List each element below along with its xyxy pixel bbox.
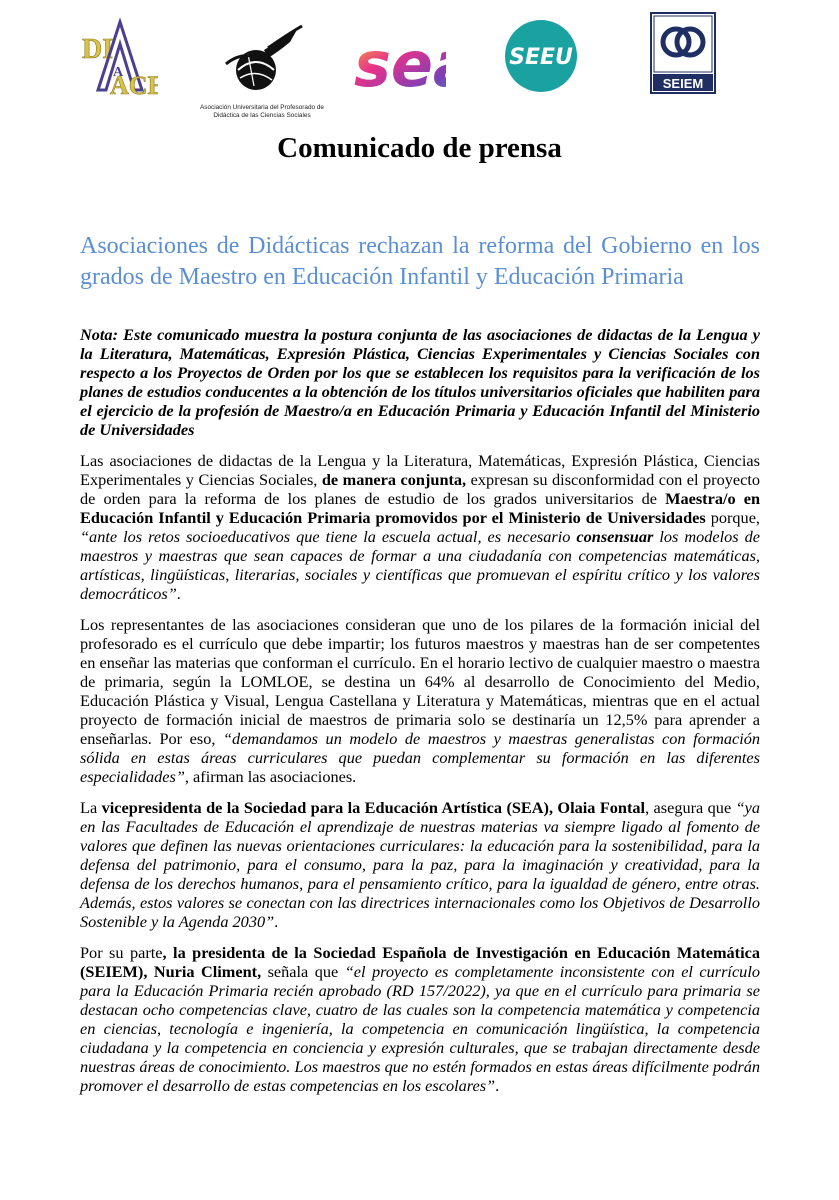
diace-logo <box>80 18 158 98</box>
article-body <box>80 325 760 1107</box>
p1-text-a: Las asociaciones de didactas de la Lengua y la Literatura, Matemáticas, Expresión Plástica, Ciencias Experimentales y Ciencias Sociales, <box>80 451 760 489</box>
p3-period: . <box>274 912 279 931</box>
sea-logo-text: se <box>354 28 433 101</box>
headline: Asociaciones de Didácticas rechazan la reforma del Gobierno en los grados de Maestro en Educación Infantil y Educación Primaria <box>80 233 760 290</box>
aupdcs-logo-caption <box>198 104 326 120</box>
note-paragraph: Nota: Este comunicado muestra la postura conjunta de las asociaciones de didactas de la Lengua y la Literatura, Matemáticas, Expresión Plástica, Ciencias Experimentales y Ciencias Sociales con respecto a los Proyectos de Orden por los que se establecen los requisitos para la verificación de los planes de estudios conducentes a la obtención de los títulos universitarios oficiales que habiliten para el ejercicio de la profesión de Maestro/a en Educación Primaria y Educación Infantil del Ministerio de Universidades <box>80 325 760 439</box>
p4-quote: “el proyecto es completamente inconsistente con el currículo para la Educación Primaria recién aprobado (RD 157/2022), ya que en el currículo para primaria se destacan ocho competencias clave, cuatro de las cuales son la competencia matemática y competencia en ciencias, tecnología e ingeniería, la competencia en comunicación lingüística, la competencia ciudadana y la competencia en conciencia y expresión culturales, que se trabajan directamente desde nuestras áreas de conocimiento. Los maestros que no estén formados en estas áreas difícilmente podrán promover el desarrollo de estas competencias en los escolares” <box>80 962 760 1095</box>
p4-text-a: Por su parte <box>80 943 163 962</box>
p4-bold-speaker: , la presidenta de la Sociedad Española de Investigación en Educación Matemática (SEIEM), Nuria Climent, <box>80 943 760 981</box>
p4-text-c: señala que <box>261 962 345 981</box>
p3-text-c: , asegura que <box>645 798 736 817</box>
aupdcs-logo <box>198 24 326 119</box>
p3-bold-speaker: vicepresidenta de la Sociedad para la Educación Artística (SEA), Olaia Fontal <box>101 798 646 817</box>
p1-quote-start: “ante los retos socioeducativos que tiene la escuela actual, es necesario <box>80 527 577 546</box>
p4-period: . <box>495 1076 500 1095</box>
diace-logo-line1: DI <box>82 34 114 65</box>
seeu-logo-text: SEEU <box>509 45 573 70</box>
p1-text-c: expresan su disconformidad con el proyecto de orden para la reforma de los planes de estudio de los grados universitarios de <box>80 470 760 508</box>
sea-logo <box>352 16 446 102</box>
p1-bold-degrees: Maestra/o en Educación Infantil y Educación Primaria promovidos por el Ministerio de Universidades <box>80 489 760 527</box>
p3-text-a: La <box>80 798 102 817</box>
page-title: Comunicado de prensa <box>277 132 562 164</box>
paragraph-1 <box>80 451 760 603</box>
diace-logo-letter: A <box>113 65 124 80</box>
p2-text-a: Los representantes de las asociaciones consideran que uno de los pilares de la formación inicial del profesorado es el currículo que debe impartir; los futuros maestros y maestras han de ser competentes en enseñar las materias que conforman el currículo. En el horario lectivo de cualquier maestro o maestra de primaria, según la LOMLOE, se destina un 64% al desarrollo de Conocimiento del Medio, Educación Plástica y Visual, Lengua Castellana y Literatura y Matemáticas, mientras que en el actual proyecto de formación inicial de maestros de primaria solo se destinaría un 12,5% para aprender a enseñarlas. Por eso, <box>80 615 760 748</box>
p1-text-e: porque, <box>705 508 760 527</box>
p1-bold-jointly: de manera conjunta, <box>321 470 467 489</box>
p1-quote-end: los modelos de maestros y maestras que sean capaces de formar a una ciudadanía con competencias matemáticas, artísticas, lingüísticas, literarias, sociales y científicas que promuevan el espíritu crítico y los valores democráticos” <box>80 527 760 603</box>
p2-quote: “demandamos un modelo de maestros y maestras generalistas con formación sólida en estas áreas curriculares que puedan complementar su formación en las diferentes especialidades” <box>80 729 760 786</box>
p1-period: . <box>176 584 181 603</box>
seiem-logo <box>650 12 716 94</box>
diace-logo-line2: ACE <box>110 71 158 98</box>
logo-bar <box>0 10 839 119</box>
paragraph-2 <box>80 615 760 786</box>
paragraph-4 <box>80 943 760 1095</box>
seiem-logo-text: SEIEM <box>662 76 704 91</box>
seeu-logo <box>503 18 579 94</box>
paragraph-3 <box>80 798 760 931</box>
p3-quote: “ya en las Facultades de Educación el aprendizaje de nuestras materias va siempre ligado al fomento de valores que definen las nuevas orientaciones curriculares: la educación para la sostenibilidad, para la defensa del patrimonio, para el consumo, para la paz, para la imaginación y creatividad, para la defensa de los derechos humanos, para el pensamiento crítico, para la igualdad de género, entre otras. Además, estos valores se conectan con las directrices internacionales como los Objetivos de Desarrollo Sostenible y la Agenda 2030” <box>80 798 760 931</box>
aupdcs-caption-line1: Asociación Universitaria del Profesorado de <box>200 104 324 111</box>
p1-quote-bold: consensuar <box>576 527 654 546</box>
aupdcs-caption-line2: Didáctica de las Ciencias Sociales <box>213 112 311 119</box>
p2-text-c: , afirman las asociaciones. <box>184 767 357 786</box>
